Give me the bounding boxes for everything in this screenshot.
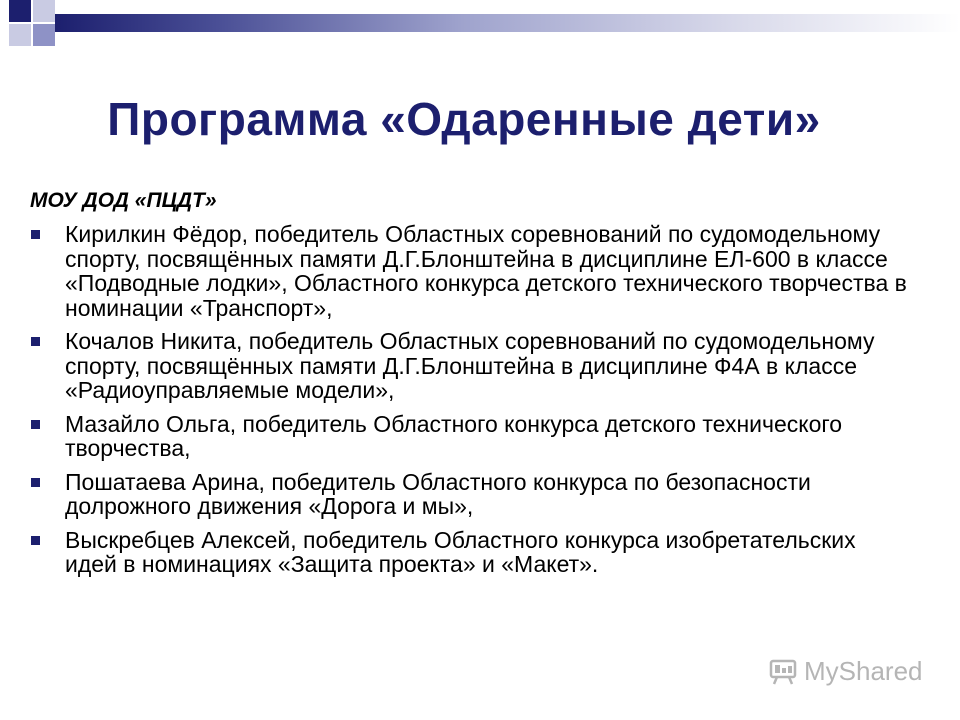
watermark-text: MyShared [804, 656, 923, 686]
square-bullet-icon [31, 230, 40, 239]
list-item-text: Пошатаева Арина, победитель Областного конкурса по безопасности долрожного движения «Дорога и мы», [65, 468, 811, 519]
winners-list [30, 222, 910, 586]
list-item [30, 412, 910, 461]
list-item [30, 470, 910, 519]
square-bullet-icon [31, 478, 40, 487]
list-item-text: Кочалов Никита, победитель Областных соревнований по судомодельному спорту, посвящённых памяти Д.Г.Блонштейна в дисциплине Ф4А в классе «Радиоуправляемые модели», [65, 328, 875, 403]
slide-title: Программа «Одаренные дети» [107, 93, 821, 145]
list-item-text: Мазайло Ольга, победитель Областного конкурса детского технического творчества, [65, 410, 843, 461]
list-item-text: Выскребцев Алексей, победитель Областного конкурса изобретательских идей в номинациях «Защита проекта» и «Макет». [65, 526, 856, 577]
decor-square [9, 24, 31, 46]
organization-label: МОУ ДОД «ПЦДТ» [30, 189, 217, 212]
decor-square [33, 24, 55, 46]
decor-square [9, 0, 31, 22]
watermark [768, 656, 923, 687]
list-item [30, 528, 910, 577]
list-item [30, 222, 910, 320]
square-bullet-icon [31, 337, 40, 346]
presentation-board-icon [768, 657, 798, 687]
square-bullet-icon [31, 536, 40, 545]
decor-square [33, 0, 55, 22]
list-item [30, 329, 910, 403]
list-item-text: Кирилкин Фёдор, победитель Областных соревнований по судомодельному спорту, посвящённых памяти Д.Г.Блонштейна в дисциплине ЕЛ-600 в классе «Подводные лодки», Областного конкурса детского технического творчества в номинации «Транспорт», [65, 221, 907, 321]
decor-gradient-bar [55, 14, 960, 32]
square-bullet-icon [31, 420, 40, 429]
